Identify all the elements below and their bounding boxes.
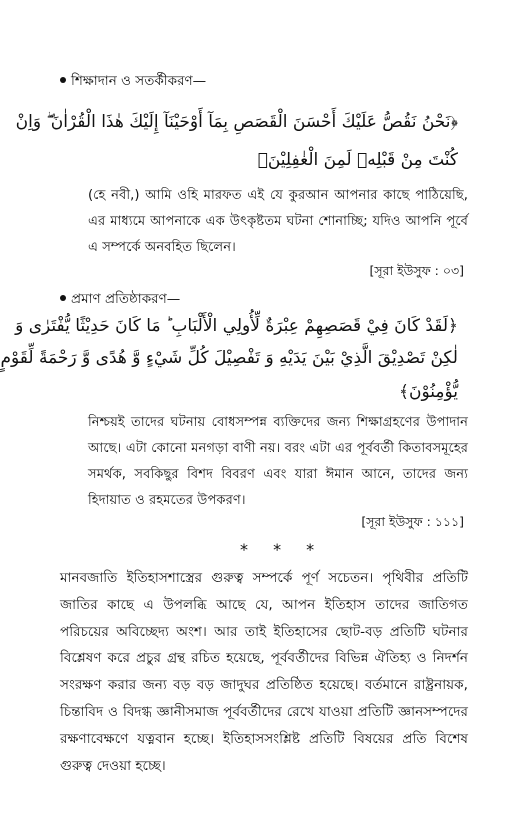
arabic-verse-line: ﴿نَحْنُ نَقُصُّ عَلَيْكَ أَحْسَنَ الْقَصَصِ بِمَآ أَوْحَيْنَآ إِلَيْكَ هٰذَا الْقُرْاٰنَ ۖ وَاِنْ xyxy=(15,112,458,132)
paragraph-text: মানবজাতি ইতিহাসশাস্ত্রের গুরুত্ব সম্পর্কে পূর্ণ সচেতন। পৃথিবীর প্রতিটি জাতির কাছে এ উপলব্ধি আছে যে, আপন ইতিহাস তাদের জাতিগত পরিচয়ের অবিচ্ছেদ্য অংশ। আর তাই ইতিহাসের ছোট-বড় প্রতিটি ঘটনার বিশ্লেষণ করে প্রচুর গ্রন্থ রচিত হয়েছে, পূর্ববর্তীদের বিভিন্ন ঐতিহ্য ও নিদর্শন সংরক্ষণ করার জন্য বড় বড় জাদুঘর প্রতিষ্ঠিত হয়েছে। বর্তমানে রাষ্ট্রনায়ক, চিন্তাবিদ ও বিদগ্ধ জ্ঞানীসমাজ পূর্ববর্তীদের রেখে যাওয়া প্রতিটি জ্ঞানসম্পদের রক্ষণাবেক্ষণে যত্নবান হচ্ছে। ইতিহাসসংশ্লিষ্ট প্রতিটি বিষয়ের প্রতি বিশেষ গুরুত্ব দেওয়া হচ্ছে। xyxy=(60,570,468,774)
arabic-verse-line: لٰكِنْ تَصْدِيْقَ الَّذِيْ بَيْنَ يَدَيْهِ وَ تَفْصِيْلَ كُلِّ شَيْءٍ وَّ هُدًى وَّ رَحْمَةً لِّقَوْمٍ xyxy=(0,348,458,368)
section-heading-teaching xyxy=(60,70,206,93)
section-heading-proof xyxy=(60,288,180,311)
bullet-icon xyxy=(60,295,66,301)
body-paragraph xyxy=(60,565,468,779)
arabic-verse-line: ﴿لَقَدْ كَانَ فِيْ قَصَصِهِمْ عِبْرَةٌ لِّأُولِي الْأَلْبَابِ ؕ مَا كَانَ حَدِيْثًا يُّفْتَرٰى وَ xyxy=(15,316,458,336)
heading-text: প্রমাণ প্রতিষ্ঠাকরণ— xyxy=(71,291,181,307)
bullet-icon xyxy=(60,77,66,83)
arabic-verse-line: كُنْتَ مِنْ قَبْلِهٖ لَمِنَ الْغٰفِلِيْنَ﴾ xyxy=(257,150,458,170)
section-separator: * * * xyxy=(240,540,325,559)
verse-reference: [সূরা ইউসুফ : ০৩] xyxy=(369,263,464,278)
verse-translation xyxy=(88,183,468,261)
heading-text: শিক্ষাদান ও সতর্কীকরণ— xyxy=(71,73,207,89)
arabic-verse-line: يُّؤْمِنُوْنَ﴾ xyxy=(399,382,458,402)
verse-reference: [সূরা ইউসুফ : ১১১] xyxy=(361,514,464,529)
translation-text: (হে নবী,) আমি ওহি মারফত এই যে কুরআন আপনার কাছে পাঠিয়েছি, এর মাধ্যমে আপনাকে এক উৎকৃষ্টতম ঘটনা শোনাচ্ছি; যদিও আপনি পূর্বে এ সম্পর্কে অনবহিত ছিলেন। xyxy=(88,188,468,255)
translation-text: নিশ্চয়ই তাদের ঘটনায় বোধসম্পন্ন ব্যক্তিদের জন্য শিক্ষাগ্রহণের উপাদান আছে। এটা কোনো মনগড়া বাণী নয়। বরং এটা এর পূর্ববর্তী কিতাবসমূহের সমর্থক, সবকিছুর বিশদ বিবরণ এবং যারা ঈমান আনে, তাদের জন্য হিদায়াত ও রহমতের উপকরণ। xyxy=(88,415,468,508)
verse-translation xyxy=(88,410,468,514)
